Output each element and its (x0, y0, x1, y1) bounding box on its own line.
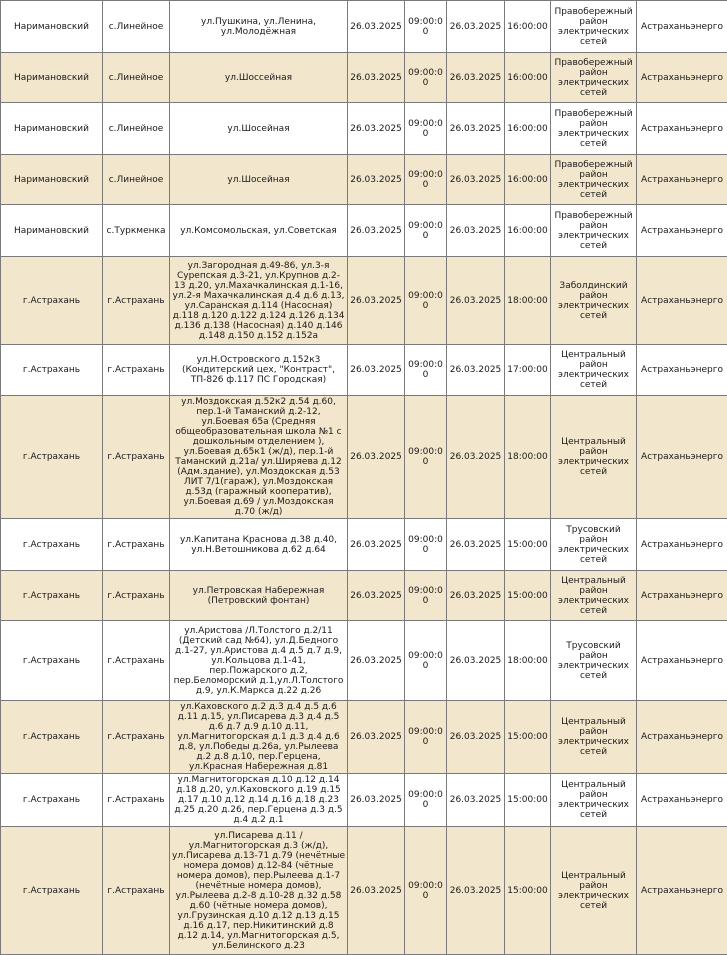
end-time-cell: 15:00:00 (505, 701, 551, 774)
end-date-cell: 26.03.2025 (447, 701, 505, 774)
district-cell: Наримановский (1, 103, 103, 155)
locality-cell: с.Линейное (103, 53, 170, 103)
start-time-cell: 09:00:00 (405, 1, 447, 53)
table-row (1, 53, 727, 103)
start-time-cell: 09:00:00 (405, 53, 447, 103)
district-cell: г.Астрахань (1, 701, 103, 774)
table-row (1, 701, 727, 774)
branch-cell: Заболдинский район электрических сетей (551, 257, 637, 345)
locality-cell: г.Астрахань (103, 621, 170, 701)
district-cell: Наримановский (1, 1, 103, 53)
organization-cell: Астраханьэнерго (637, 155, 727, 205)
start-date-cell: 26.03.2025 (348, 827, 405, 955)
table-row (1, 1, 727, 53)
end-date-cell: 26.03.2025 (447, 103, 505, 155)
district-cell: г.Астрахань (1, 257, 103, 345)
streets-cell: ул.Капитана Краснова д.38 д.40, ул.Н.Ветошникова д.62 д.64 (170, 519, 348, 571)
streets-cell: ул.Писарева д.11 / ул.Магнитогорская д.3 (ж/д), ул.Писарева д.13-71 д.79 (нечётные номера домов) д.12-84 (чётные номера домов), пер.Рылеева д.1-7 (нечётные номера домов), ул.Рылеева д.2-8 д.10-28 д.32 д.58 д.60 (чётные номера домов), ул.Грузинская д.10 д.12 д.13 д.15 д.16 д.17, пер.Никитинский д.8 д.12 д.14, ул.Магнитогорская д.5, ул.Белинского д.23 (170, 827, 348, 955)
branch-cell: Правобережный район электрических сетей (551, 103, 637, 155)
table-row (1, 155, 727, 205)
end-date-cell: 26.03.2025 (447, 205, 505, 257)
organization-cell: Астраханьэнерго (637, 571, 727, 621)
end-time-cell: 16:00:00 (505, 205, 551, 257)
end-time-cell: 18:00:00 (505, 621, 551, 701)
district-cell: Наримановский (1, 205, 103, 257)
locality-cell: г.Астрахань (103, 257, 170, 345)
organization-cell: Астраханьэнерго (637, 257, 727, 345)
start-date-cell: 26.03.2025 (348, 396, 405, 519)
start-time-cell: 09:00:00 (405, 257, 447, 345)
end-time-cell: 15:00:00 (505, 827, 551, 955)
organization-cell: Астраханьэнерго (637, 827, 727, 955)
locality-cell: г.Астрахань (103, 519, 170, 571)
end-date-cell: 26.03.2025 (447, 396, 505, 519)
table-row (1, 103, 727, 155)
end-date-cell: 26.03.2025 (447, 53, 505, 103)
streets-cell: ул.Шоссейная (170, 53, 348, 103)
end-date-cell: 26.03.2025 (447, 571, 505, 621)
end-date-cell: 26.03.2025 (447, 257, 505, 345)
branch-cell: Правобережный район электрических сетей (551, 1, 637, 53)
start-date-cell: 26.03.2025 (348, 571, 405, 621)
start-date-cell: 26.03.2025 (348, 774, 405, 827)
district-cell: Наримановский (1, 155, 103, 205)
start-date-cell: 26.03.2025 (348, 155, 405, 205)
end-time-cell: 15:00:00 (505, 571, 551, 621)
streets-cell: ул.Петровская Набережная (Петровский фонтан) (170, 571, 348, 621)
end-time-cell: 15:00:00 (505, 774, 551, 827)
start-date-cell: 26.03.2025 (348, 345, 405, 396)
branch-cell: Центральный район электрических сетей (551, 701, 637, 774)
end-time-cell: 17:00:00 (505, 345, 551, 396)
start-time-cell: 09:00:00 (405, 345, 447, 396)
branch-cell: Правобережный район электрических сетей (551, 53, 637, 103)
table-row (1, 205, 727, 257)
start-time-cell: 09:00:00 (405, 205, 447, 257)
table-row (1, 621, 727, 701)
end-time-cell: 16:00:00 (505, 103, 551, 155)
streets-cell: ул.Каховского д.2 д.3 д.4 д.5 д.6 д.11 д.15, ул.Писарева д.3 д.4 д.5 д.6 д.7 д.9 д.10 д.11, ул.Магнитогорская д.1 д.3 д.4 д.6 д.8, ул.Победы д.26а, ул.Рылеева д.2 д.8 д.10, пер.Герцена, ул.Красная Набережная д.81 (170, 701, 348, 774)
organization-cell: Астраханьэнерго (637, 519, 727, 571)
branch-cell: Центральный район электрических сетей (551, 774, 637, 827)
start-date-cell: 26.03.2025 (348, 205, 405, 257)
start-time-cell: 09:00:00 (405, 827, 447, 955)
start-date-cell: 26.03.2025 (348, 701, 405, 774)
table-row (1, 257, 727, 345)
district-cell: г.Астрахань (1, 345, 103, 396)
locality-cell: с.Линейное (103, 103, 170, 155)
table-row (1, 571, 727, 621)
branch-cell: Правобережный район электрических сетей (551, 205, 637, 257)
district-cell: г.Астрахань (1, 571, 103, 621)
district-cell: г.Астрахань (1, 519, 103, 571)
organization-cell: Астраханьэнерго (637, 774, 727, 827)
streets-cell: ул.Аристова /Л.Толстого д.2/11 (Детский сад №64), ул.Д.Бедного д.1-27, ул.Аристова д.4 д.5 д.7 д.9, ул.Кольцова д.1-41, пер.Пожарского д.2, пер.Беломорский д.1,ул.Л.Толстого д.9, ул.К.Маркса д.22 д.26 (170, 621, 348, 701)
start-date-cell: 26.03.2025 (348, 519, 405, 571)
organization-cell: Астраханьэнерго (637, 621, 727, 701)
end-date-cell: 26.03.2025 (447, 1, 505, 53)
branch-cell: Центральный район электрических сетей (551, 345, 637, 396)
streets-cell: ул.Загородная д.49-86, ул.3-я Сурепская д.3-21, ул.Крупнов д.2-13 д.20, ул.Махачкалинская д.1-16, ул.2-я Махачкалинская д.4 д.6 д.13, ул.Саранская д.114 (Насосная) д.118 д.120 д.122 д.124 д.126 д.134 д.136 д.138 (Насосная) д.140 д.146 д.148 д.150 д.152 д.152а (170, 257, 348, 345)
organization-cell: Астраханьэнерго (637, 53, 727, 103)
start-time-cell: 09:00:00 (405, 701, 447, 774)
district-cell: г.Астрахань (1, 396, 103, 519)
locality-cell: с.Туркменка (103, 205, 170, 257)
start-time-cell: 09:00:00 (405, 519, 447, 571)
organization-cell: Астраханьэнерго (637, 205, 727, 257)
end-date-cell: 26.03.2025 (447, 774, 505, 827)
end-date-cell: 26.03.2025 (447, 827, 505, 955)
branch-cell: Центральный район электрических сетей (551, 396, 637, 519)
streets-cell: ул.Магнитогорская д.10 д.12 д.14 д.18 д.20, ул.Каховского д.19 д.15 д.17 д.10 д.12 д.14 д.16 д.18 д.23 д.25 д.20 д.26, пер.Герцена д.3 д.5 д.4 д.2 д.1 (170, 774, 348, 827)
start-date-cell: 26.03.2025 (348, 257, 405, 345)
start-time-cell: 09:00:00 (405, 774, 447, 827)
start-time-cell: 09:00:00 (405, 621, 447, 701)
branch-cell: Трусовский район электрических сетей (551, 621, 637, 701)
streets-cell: ул.Моздокская д.52к2 д.54 д.60, пер.1-й Таманский д.2-12, ул.Боевая 65а (Средняя общеобразовательная школа №1 с дошкольным отделением ), ул.Боевая д.65к1 (ж/д), пер.1-й Таманский д.21а/ ул.Ширяева д.12 (Адм.здание), ул.Моздокская д.53 ЛИТ 7/1(гараж), ул.Моздокская д.53д (гаражный кооператив), ул.Боевая д.69 / ул.Моздокская д.70 (ж/д) (170, 396, 348, 519)
table-row (1, 774, 727, 827)
table-row (1, 345, 727, 396)
locality-cell: г.Астрахань (103, 774, 170, 827)
streets-cell: ул.Шосейная (170, 103, 348, 155)
end-time-cell: 16:00:00 (505, 53, 551, 103)
district-cell: г.Астрахань (1, 621, 103, 701)
locality-cell: с.Линейное (103, 155, 170, 205)
end-time-cell: 16:00:00 (505, 155, 551, 205)
locality-cell: г.Астрахань (103, 571, 170, 621)
end-time-cell: 16:00:00 (505, 1, 551, 53)
branch-cell: Центральный район электрических сетей (551, 571, 637, 621)
streets-cell: ул.Н.Островского д.152к3 (Кондитерский цех, "Контраст", ТП-826 ф.117 ПС Городская) (170, 345, 348, 396)
table-row (1, 827, 727, 955)
streets-cell: ул.Комсомольская, ул.Советская (170, 205, 348, 257)
start-time-cell: 09:00:00 (405, 396, 447, 519)
end-time-cell: 18:00:00 (505, 257, 551, 345)
district-cell: г.Астрахань (1, 774, 103, 827)
district-cell: Наримановский (1, 53, 103, 103)
branch-cell: Центральный район электрических сетей (551, 827, 637, 955)
locality-cell: г.Астрахань (103, 345, 170, 396)
locality-cell: г.Астрахань (103, 396, 170, 519)
start-date-cell: 26.03.2025 (348, 621, 405, 701)
streets-cell: ул.Пушкина, ул.Ленина, ул.Молодёжная (170, 1, 348, 53)
locality-cell: г.Астрахань (103, 701, 170, 774)
start-date-cell: 26.03.2025 (348, 1, 405, 53)
start-time-cell: 09:00:00 (405, 103, 447, 155)
streets-cell: ул.Шосейная (170, 155, 348, 205)
end-time-cell: 18:00:00 (505, 396, 551, 519)
locality-cell: г.Астрахань (103, 827, 170, 955)
start-time-cell: 09:00:00 (405, 571, 447, 621)
organization-cell: Астраханьэнерго (637, 1, 727, 53)
locality-cell: с.Линейное (103, 1, 170, 53)
district-cell: г.Астрахань (1, 827, 103, 955)
end-date-cell: 26.03.2025 (447, 345, 505, 396)
organization-cell: Астраханьэнерго (637, 345, 727, 396)
branch-cell: Правобережный район электрических сетей (551, 155, 637, 205)
start-date-cell: 26.03.2025 (348, 53, 405, 103)
start-date-cell: 26.03.2025 (348, 103, 405, 155)
start-time-cell: 09:00:00 (405, 155, 447, 205)
end-date-cell: 26.03.2025 (447, 155, 505, 205)
end-date-cell: 26.03.2025 (447, 621, 505, 701)
organization-cell: Астраханьэнерго (637, 701, 727, 774)
organization-cell: Астраханьэнерго (637, 396, 727, 519)
table-row (1, 396, 727, 519)
end-time-cell: 15:00:00 (505, 519, 551, 571)
end-date-cell: 26.03.2025 (447, 519, 505, 571)
branch-cell: Трусовский район электрических сетей (551, 519, 637, 571)
organization-cell: Астраханьэнерго (637, 103, 727, 155)
table-row (1, 519, 727, 571)
